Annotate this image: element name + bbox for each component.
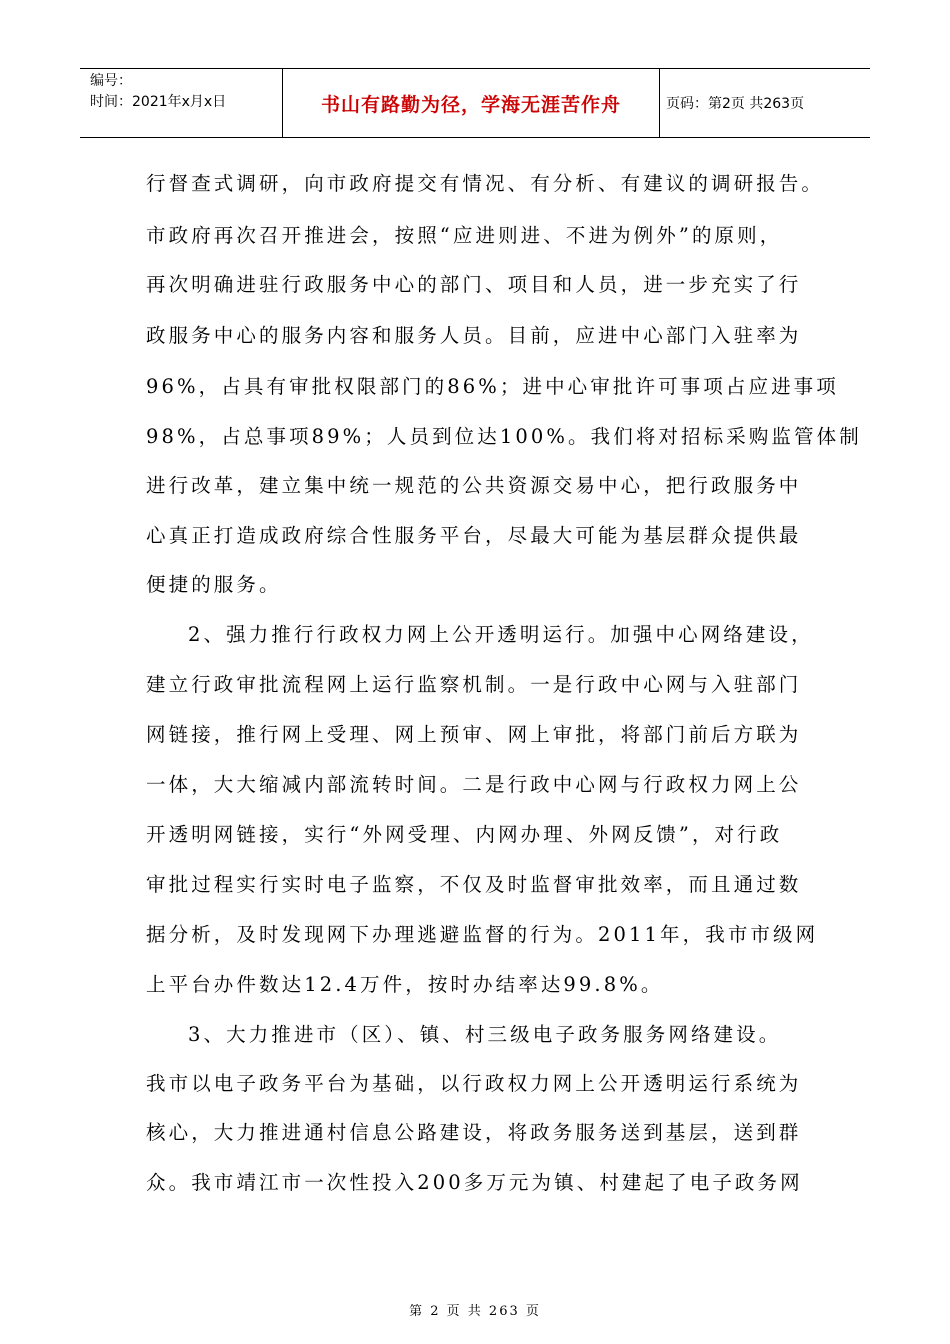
header-meta-cell (80, 69, 283, 137)
header-motto-cell (283, 69, 660, 137)
body-line: 进行改革，建立集中统一规范的公共资源交易中心，把行政服务中 (146, 474, 802, 497)
body-line: 上平台办件数达12.4万件，按时办结率达99.8%。 (146, 973, 664, 996)
body-line: 96%，占具有审批权限部门的86%；进中心审批许可事项占应进事项 (146, 375, 839, 398)
body-line: 众。我市靖江市一次性投入200多万元为镇、村建起了电子政务网 (146, 1171, 803, 1194)
body-line: 政服务中心的服务内容和服务人员。目前，应进中心部门入驻率为 (146, 324, 802, 347)
body-line: 审批过程实行实时电子监察，不仅及时监督审批效率，而且通过数 (146, 873, 802, 896)
body-line: 我市以电子政务平台为基础，以行政权力网上公开透明运行系统为 (146, 1072, 802, 1095)
body-line: 再次明确进驻行政服务中心的部门、项目和人员，进一步充实了行 (146, 273, 802, 296)
body-line: 市政府再次召开推进会，按照“应进则进、不进为例外”的原则， (146, 224, 783, 247)
document-code-label: 编号： (90, 73, 132, 89)
page-header (80, 68, 870, 138)
document-date: 时间：2021年x月x日 (90, 94, 227, 110)
header-page-number: 页码：第2页 共263页 (666, 96, 805, 112)
body-line: 心真正打造成政府综合性服务平台，尽最大可能为基层群众提供最 (146, 524, 802, 547)
body-line: 据分析，及时发现网下办理逃避监督的行为。2011年，我市市级网 (146, 923, 819, 946)
body-line: 开透明网链接，实行“外网受理、内网办理、外网反馈”，对行政 (146, 823, 783, 846)
body-line: 便捷的服务。 (146, 573, 282, 596)
body-line: 98%，占总事项89%；人员到位达100%。我们将对招标采购监管体制 (146, 425, 862, 448)
header-page-cell (660, 69, 870, 137)
body-line: 建立行政审批流程网上运行监察机制。一是行政中心网与入驻部门 (146, 673, 802, 696)
body-line: 行督查式调研，向市政府提交有情况、有分析、有建议的调研报告。 (146, 172, 825, 195)
body-line: 网链接，推行网上受理、网上预审、网上审批，将部门前后方联为 (146, 723, 802, 746)
page-footer: 第 2 页 共 263 页 (409, 1304, 541, 1319)
section-heading-3: 3、大力推进市（区）、镇、村三级电子政务服务网络建设。 (188, 1023, 782, 1046)
body-line: 核心，大力推进通村信息公路建设，将政务服务送到基层，送到群 (146, 1121, 802, 1144)
body-line: 一体，大大缩减内部流转时间。二是行政中心网与行政权力网上公 (146, 773, 802, 796)
section-heading-2: 2、强力推行行政权力网上公开透明运行。加强中心网络建设， (188, 623, 814, 646)
header-motto: 书山有路勤为径，学海无涯苦作舟 (320, 94, 621, 116)
